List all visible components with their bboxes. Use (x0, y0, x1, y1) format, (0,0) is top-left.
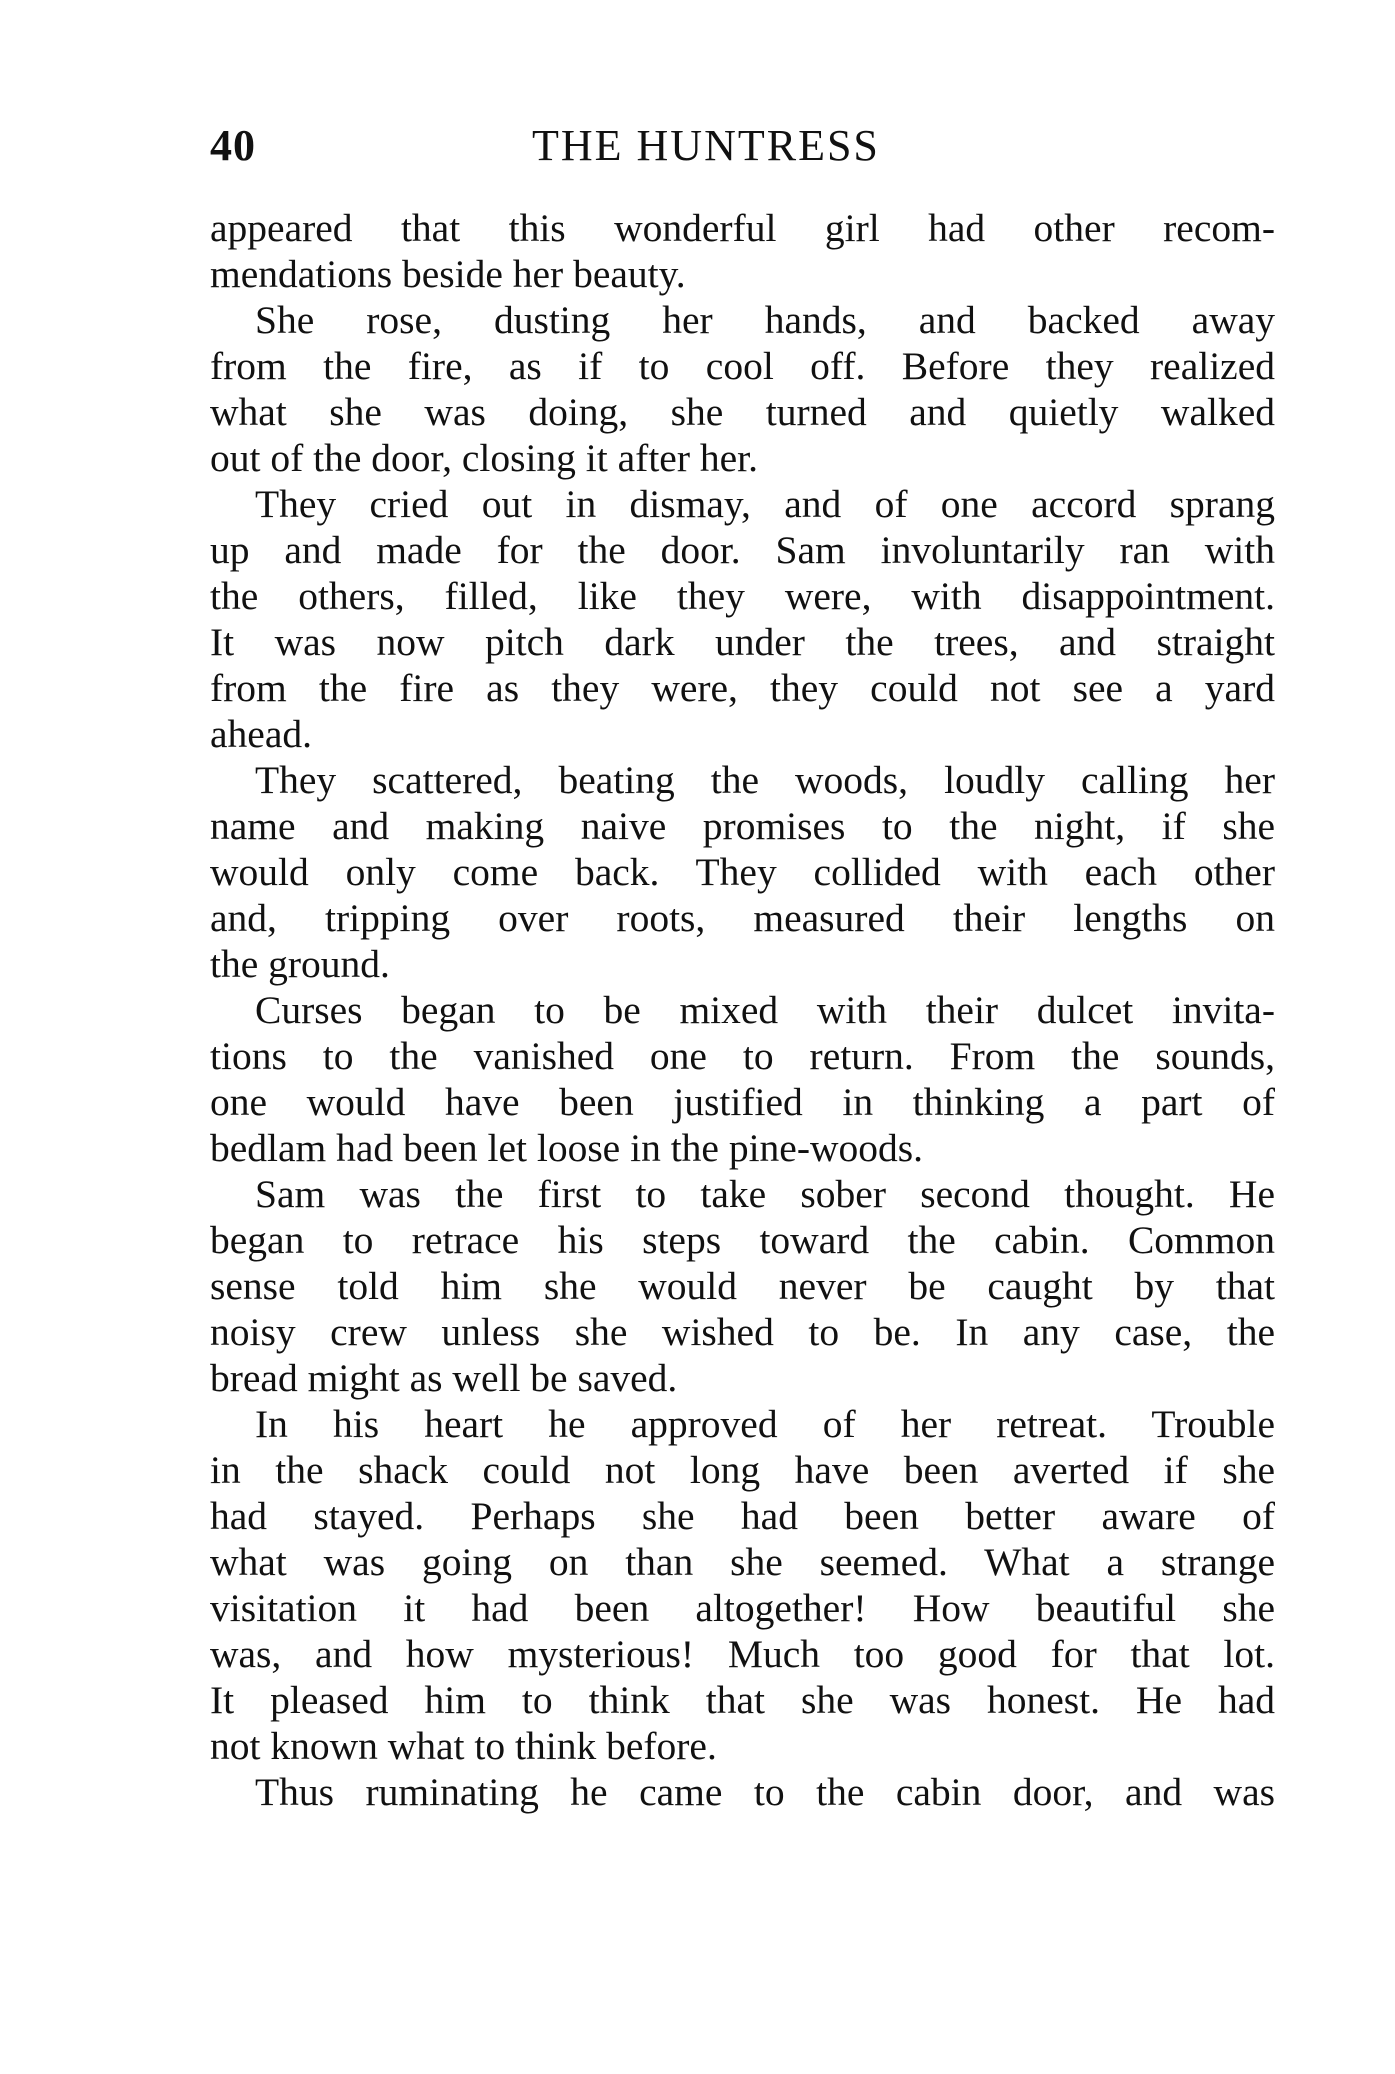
text-line: name and making naive promises to the night, if she (210, 804, 1275, 848)
text-line: the ground. (210, 942, 390, 986)
text-line: It was now pitch dark under the trees, and straight (210, 620, 1275, 664)
text-line: They cried out in dismay, and of one accord sprang (255, 482, 1275, 526)
text-line: Thus ruminating he came to the cabin door, and was (255, 1770, 1275, 1814)
running-title: THE HUNTRESS (532, 121, 880, 170)
text-line: It pleased him to think that she was honest. He had (210, 1678, 1275, 1722)
text-line: had stayed. Perhaps she had been better aware of (210, 1494, 1275, 1538)
running-head (210, 118, 1275, 174)
text-line: out of the door, closing it after her. (210, 436, 758, 480)
text-line: ahead. (210, 712, 312, 756)
text-line: Sam was the first to take sober second thought. He (255, 1172, 1275, 1216)
text-line: would only come back. They collided with each other (210, 850, 1275, 894)
text-line: appeared that this wonderful girl had other recom- (210, 206, 1275, 250)
text-line: what was going on than she seemed. What a strange (210, 1540, 1275, 1584)
text-line: bedlam had been let loose in the pine-woods. (210, 1126, 924, 1170)
text-line: and, tripping over roots, measured their lengths on (210, 896, 1275, 940)
text-line: the others, filled, like they were, with disappointment. (210, 574, 1275, 618)
text-line: visitation it had been altogether! How beautiful she (210, 1586, 1275, 1630)
text-line: began to retrace his steps toward the cabin. Common (210, 1218, 1275, 1262)
text-line: sense told him she would never be caught by that (210, 1264, 1275, 1308)
text-line: They scattered, beating the woods, loudly calling her (255, 758, 1275, 802)
body-text (210, 205, 1275, 1815)
page-number: 40 (210, 121, 256, 170)
text-line: one would have been justified in thinking a part of (210, 1080, 1275, 1124)
text-line: Curses began to be mixed with their dulcet invita- (255, 988, 1275, 1032)
text-line: from the fire, as if to cool off. Before they realized (210, 344, 1275, 388)
text-line: noisy crew unless she wished to be. In any case, the (210, 1310, 1275, 1354)
text-line: not known what to think before. (210, 1724, 717, 1768)
text-line: mendations beside her beauty. (210, 252, 686, 296)
text-line: in the shack could not long have been averted if she (210, 1448, 1275, 1492)
text-line: She rose, dusting her hands, and backed away (255, 298, 1275, 342)
text-line: what she was doing, she turned and quietly walked (210, 390, 1275, 434)
text-line: from the fire as they were, they could not see a yard (210, 666, 1275, 710)
text-line: up and made for the door. Sam involuntarily ran with (210, 528, 1275, 572)
text-line: was, and how mysterious! Much too good for that lot. (210, 1632, 1275, 1676)
text-line: bread might as well be saved. (210, 1356, 678, 1400)
text-line: In his heart he approved of her retreat. Trouble (255, 1402, 1275, 1446)
text-line: tions to the vanished one to return. From the sounds, (210, 1034, 1275, 1078)
